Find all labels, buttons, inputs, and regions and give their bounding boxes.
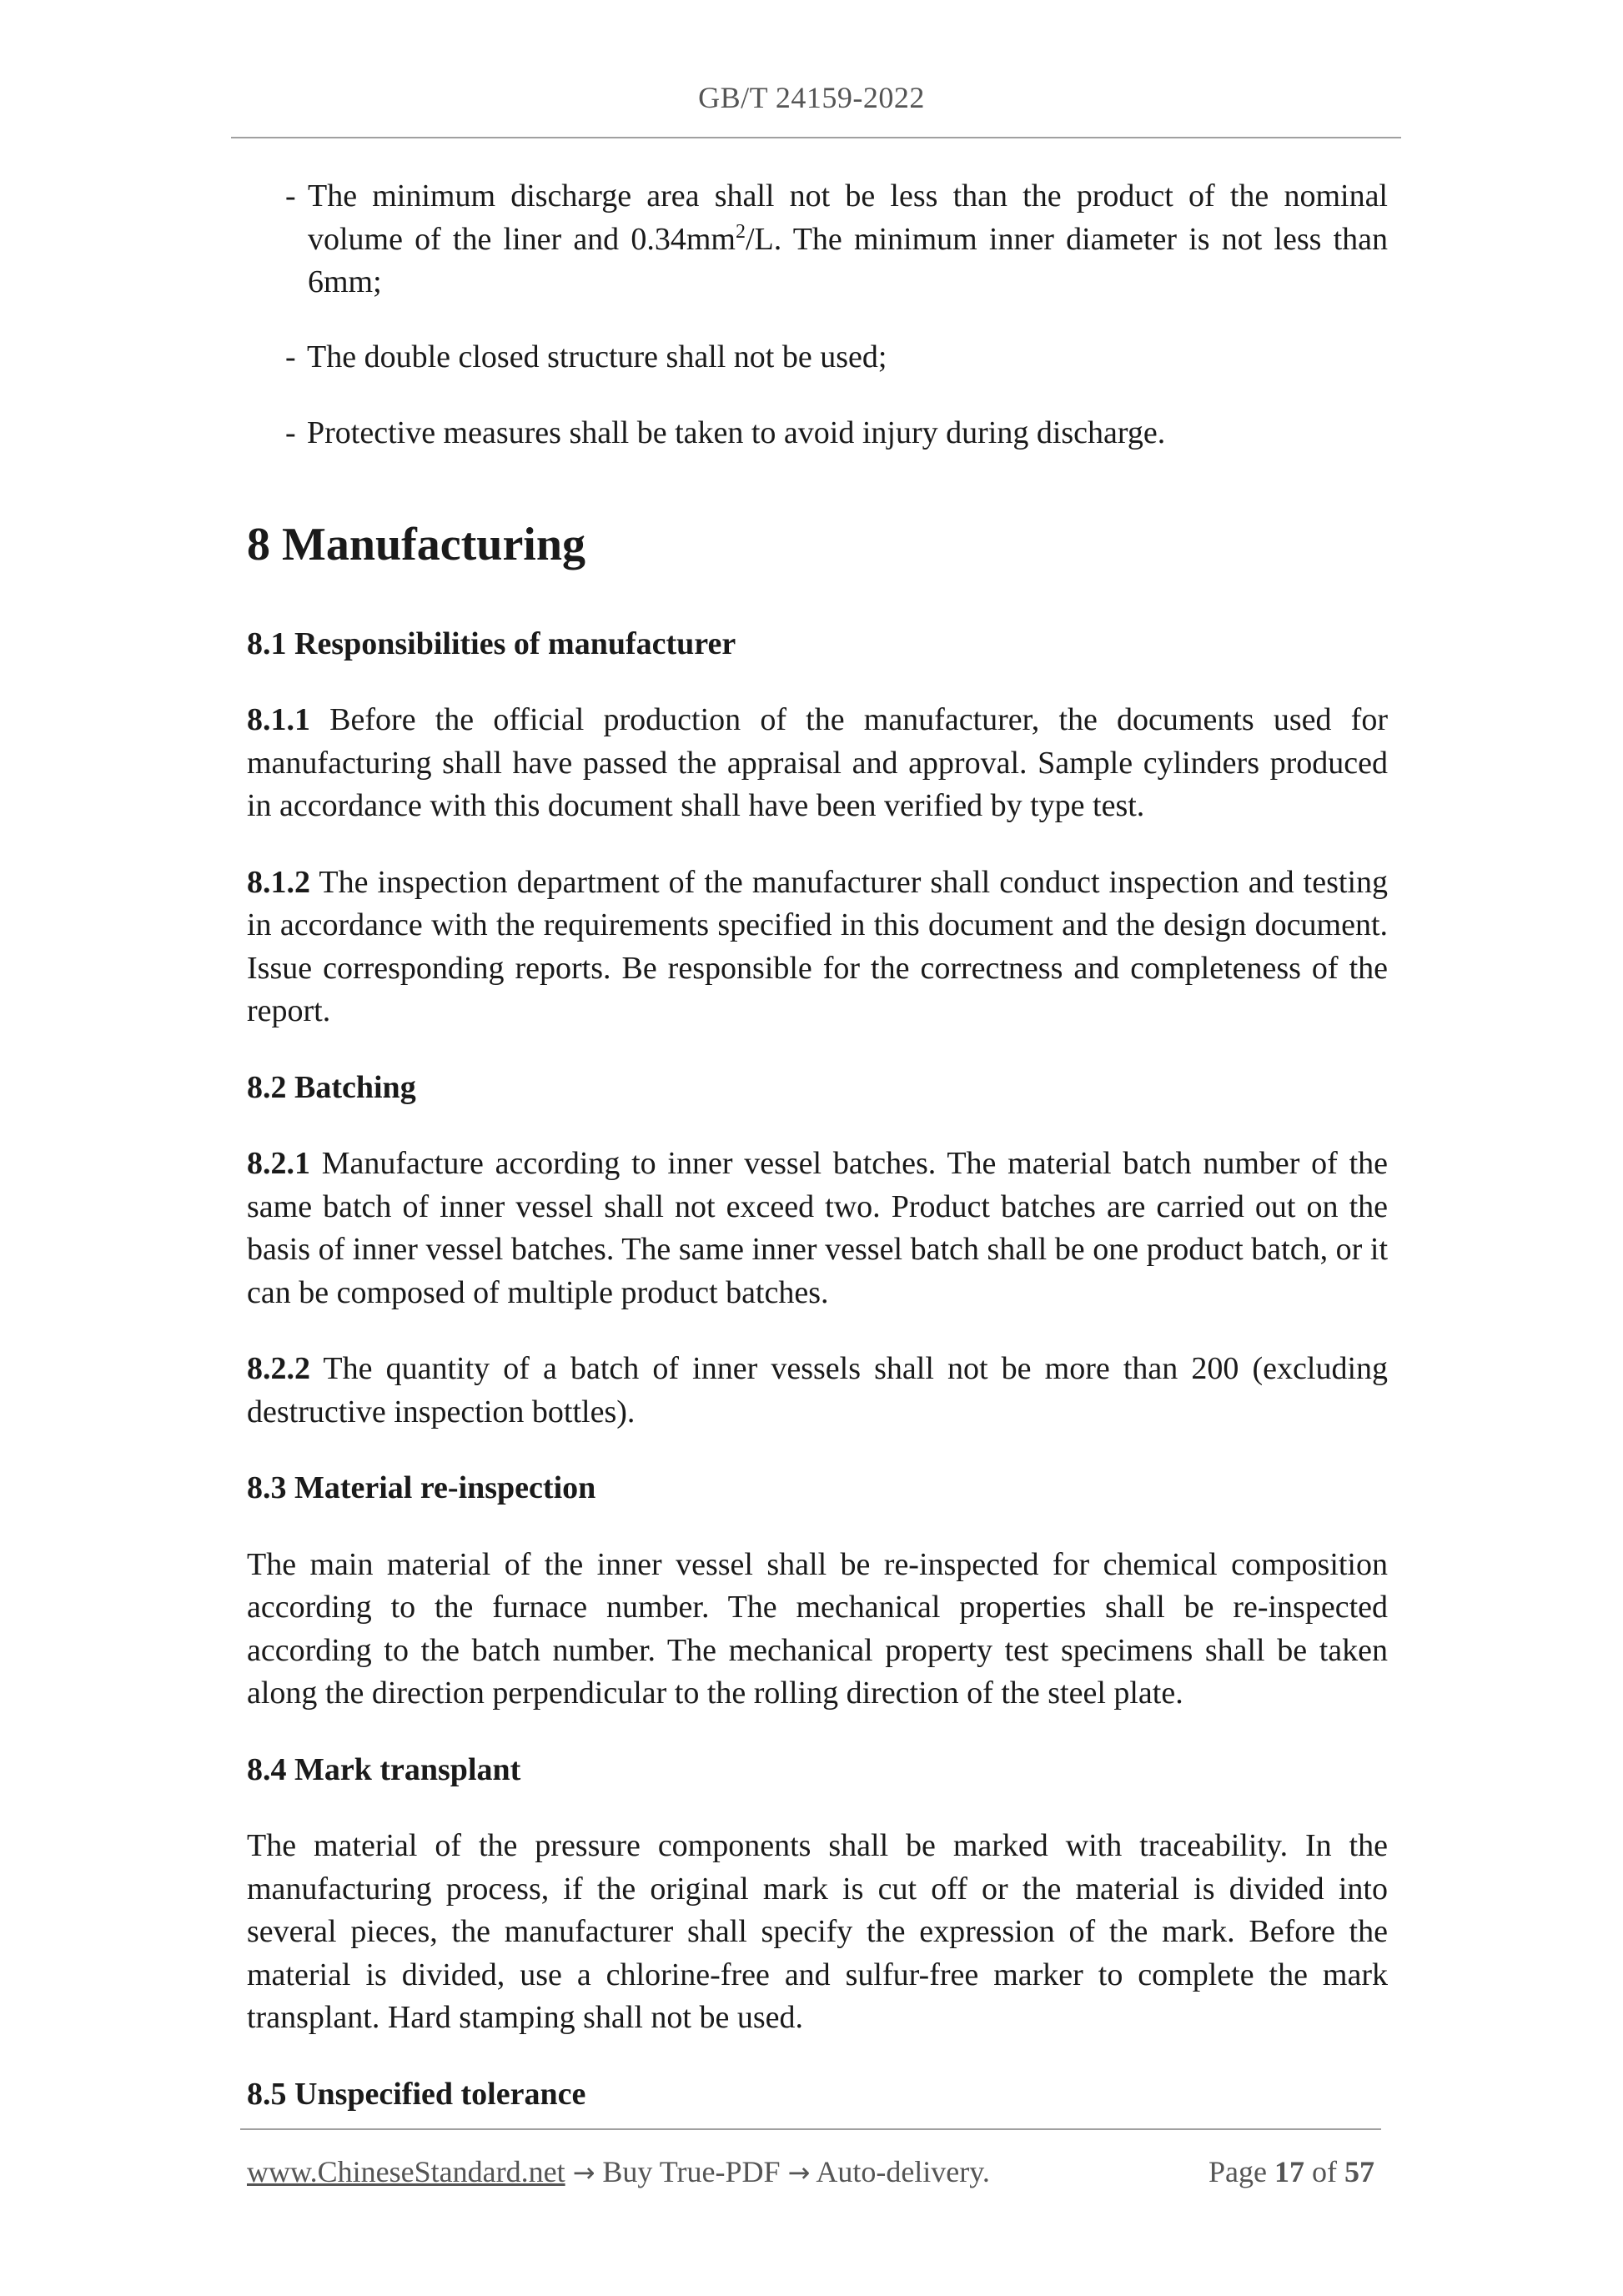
subsection-heading-8-2: 8.2 Batching [247,1069,416,1105]
bullet-dash: - [285,178,296,214]
subsection-heading-8-4: 8.4 Mark transplant [247,1751,521,1787]
footer-promo [247,2153,990,2191]
website-link[interactable]: www.ChineseStandard.net [247,2155,565,2188]
superscript: 2 [735,220,746,243]
paragraph-8-1-2 [247,862,1388,1033]
header-divider [231,137,1401,138]
clause-text: The quantity of a batch of inner vessels shall not be more than 200 (excluding destructive inspection bottles). [247,1351,1388,1429]
paragraph-8-3: The main material of the inner vessel shall be re-inspected for chemical composition according to the furnace number. The mechanical properties shall be re-inspected according to the batch number. The mechanical property test specimens shall be taken along the direction perpendicular to the rolling direction of the steel plate. [247,1546,1388,1711]
subsection-heading-8-5: 8.5 Unspecified tolerance [247,2076,586,2112]
page-number: 17 [1274,2155,1304,2188]
document-id: GB/T 24159-2022 [698,81,925,114]
page-label: Page [1208,2155,1267,2188]
page-counter [1208,2153,1374,2190]
page-total: 57 [1344,2155,1374,2188]
list-item [247,412,1388,455]
paragraph-8-1-1 [247,699,1388,828]
arrow-right-icon: → [787,2157,811,2188]
list-item-text-continued: /L. The minimum inner diameter is not less than 6mm; [308,221,1388,299]
subsection-heading-8-1: 8.1 Responsibilities of manufacturer [247,625,736,661]
clause-text: Manufacture according to inner vessel batches. The material batch number of the same batch of inner vessel shall not exceed two. Product batches are carried out on the basis of inner vessel batches. The same inner vessel batch shall be one product batch, or it can be composed of multiple product batches. [247,1146,1388,1310]
list-item-text: The double closed structure shall not be used; [307,339,887,374]
section-title: 8 Manufacturing [247,518,585,570]
delivery-text: Auto-delivery. [810,2155,990,2188]
clause-number: 8.1.2 [247,864,310,900]
clause-text: Before the official production of the manufacturer, the documents used for manufacturing shall have passed the appraisal and approval. Sample cylinders produced in accordance with this document shall have been verified by type test. [247,702,1388,823]
arrow-right-icon: → [572,2157,595,2188]
clause-text: The inspection department of the manufacturer shall conduct inspection and testing in accordance with the requirements specified in this document and the design document. Issue corresponding reports. Be responsible for the correctness and completeness of the report. [247,864,1388,1028]
subsection-heading-8-3: 8.3 Material re-inspection [247,1470,596,1505]
clause-number: 8.2.2 [247,1351,310,1386]
of-label: of [1312,2155,1337,2188]
clause-number: 8.1.1 [247,702,310,737]
paragraph-8-2-2 [247,1348,1388,1434]
footer-divider [240,2128,1381,2130]
clause-number: 8.2.1 [247,1146,310,1181]
bullet-dash: - [285,339,296,374]
page-content [247,175,1388,2116]
page-header [0,80,1623,115]
bullet-dash: - [285,415,296,450]
paragraph-8-4: The material of the pressure components shall be marked with traceability. In the manufacturing process, if the original mark is cut off or the material is divided into several pieces, the manufacturer shall specify the expression of the mark. Before the material is divided, use a chlorine-free and sulfur-free marker to complete the mark transplant. Hard stamping shall not be used. [247,1828,1388,2035]
list-item-text: Protective measures shall be taken to avoid injury during discharge. [307,415,1166,450]
paragraph-8-2-1 [247,1143,1388,1314]
list-item-text: The minimum discharge area shall not be less than the product of the nominal volume of the liner and 0.34mm [308,178,1388,257]
buy-text: Buy True-PDF [595,2155,788,2188]
list-item [247,336,1388,379]
list-item [247,175,1388,304]
